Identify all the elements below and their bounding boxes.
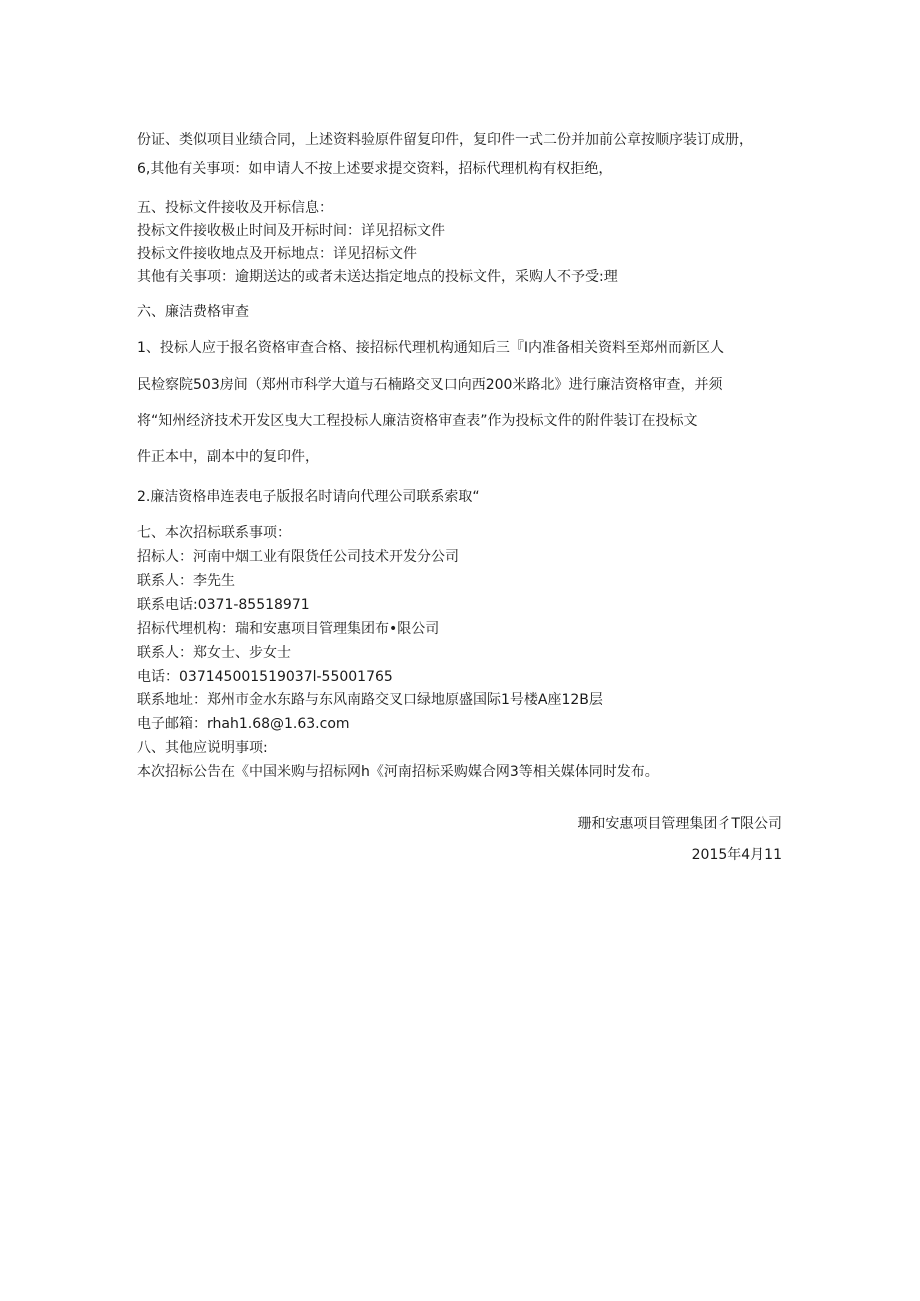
signature-date: 2015年4月11 <box>691 847 782 863</box>
agency: 招标代埋机构：瑞和安惠项目管理集团布•限公司 <box>137 621 440 637</box>
agency-phone: 电话：037145001519037l-55001765 <box>137 669 393 685</box>
doc-line-4: 投标文件接收极止时间及开标时间：详见招标文件 <box>137 223 445 239</box>
agency-address: 联系地址：郑州市金水东路与东风南路交叉口绿地原盛国际1号楼A座12B层 <box>137 692 603 708</box>
doc-line-6: 其他有关事项：逾期送达的或者未送达指定地点的投标文件，采购人不予受:理 <box>137 269 618 285</box>
section-6-heading: 六、廉洁费格审查 <box>137 304 249 320</box>
signature-organization: 珊和安惠项目管理集团彳T限公司 <box>577 816 782 832</box>
doc-line-5: 投标文件接收地点及开标地点：详见招标文件 <box>137 246 417 262</box>
doc-line-11: 件正本中，副本中的复印件， <box>137 449 319 465</box>
doc-line-1: 份证、类似项目业绩合同，上述资料验原件留复印件，复印件一式二份并加前公章按顺序装订成册， <box>137 132 753 148</box>
section-8-heading: 八、其他应说明事项: <box>137 740 268 756</box>
doc-line-23: 本次招标公告在《中国米购与招标网h《河南招标采购媒合网3等相关媒体同时发布。 <box>137 764 659 780</box>
doc-line-10: 将“知州经济技术开发区曳大工程投标人廉洁资格审查表”作为投标文件的附件装订在投标文 <box>137 413 698 429</box>
section-5-heading: 五、投标文件接收及开标信息： <box>137 200 333 216</box>
doc-line-8: 1、投标人应于报名资格审查合格、接招标代理机构通知后三『I内准备相关资料至郑州而新区人 <box>137 340 725 356</box>
doc-line-2: 6,其他有关事项：如申请人不按上述要求提交资料，招标代理机构有权拒绝， <box>137 161 613 177</box>
tenderer-phone: 联系电话:0371-85518971 <box>137 597 310 613</box>
section-7-heading: 七、本次招标联系事项： <box>137 525 291 541</box>
tenderer-contact: 联系人：李先生 <box>137 573 235 589</box>
tenderer: 招标人：河南中烟工业有限货任公司技术开发分公司 <box>137 549 459 565</box>
doc-line-9: 民检察院503房间（郑州市科学大道与石楠路交叉口向西200米路北》进行廉洁资格审查，并须 <box>137 377 723 393</box>
agency-email: 电子邮箱：rhah1.68@1.63.com <box>137 716 350 732</box>
agency-contact: 联系人：郑女士、步女士 <box>137 645 291 661</box>
doc-line-12: 2.廉洁资格串连表电子版报名时请向代理公司联系索取“ <box>137 489 480 505</box>
